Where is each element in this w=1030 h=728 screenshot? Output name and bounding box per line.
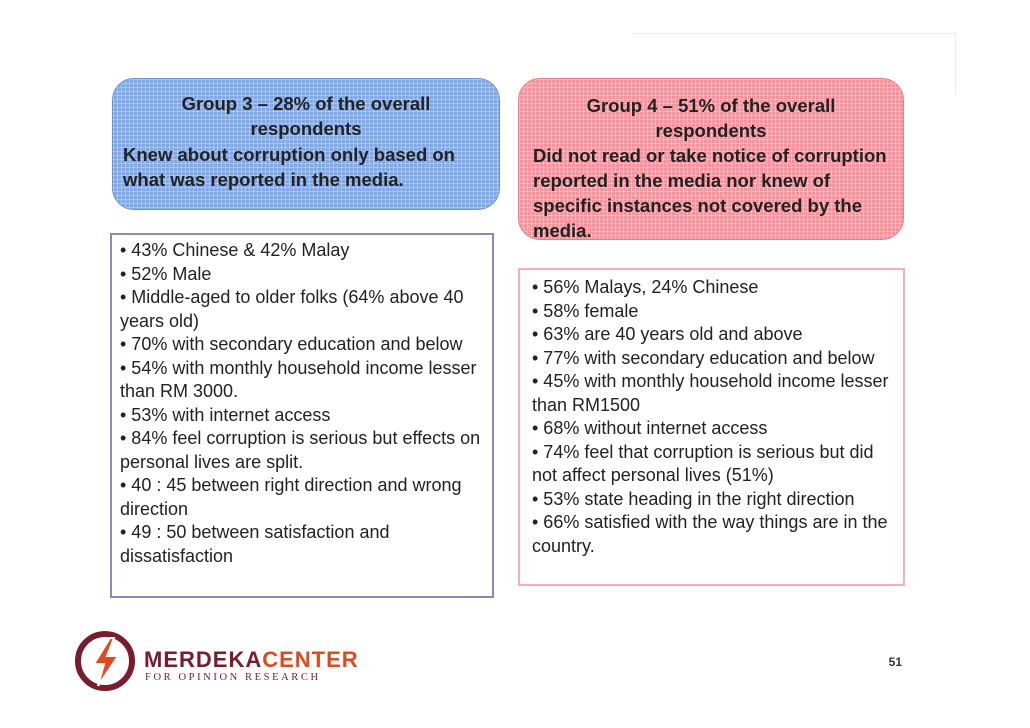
list-item: • 84% feel corruption is serious but effects on personal lives are split. <box>120 428 481 472</box>
list-item: • 52% Male <box>120 263 212 284</box>
group3-details-list <box>120 239 486 568</box>
list-item: • 63% are 40 years old and above <box>532 324 803 344</box>
top-divider-line <box>632 33 956 34</box>
logo-word-center: CENTER <box>262 647 359 672</box>
list-item: • 70% with secondary education and below <box>120 334 463 354</box>
group4-details-list <box>532 276 897 558</box>
top-divider-line-vertical <box>955 33 956 95</box>
logo-subtitle: FOR OPINION RESEARCH <box>145 672 321 683</box>
logo-word-merdeka: MERDEKA <box>144 647 263 672</box>
list-item: • 45% with monthly household income lesser than RM1500 <box>532 371 889 415</box>
group4-title: Group 4 – 51% of the overall respondents <box>586 95 836 141</box>
group4-header-box <box>518 78 904 240</box>
list-item: • Middle-aged to older folks (64% above 40 years old) <box>120 287 464 331</box>
list-item: • 53% state heading in the right direction <box>532 488 855 509</box>
merdeka-center-logo <box>74 630 374 696</box>
list-item: • 40 : 45 between right direction and wrong direction <box>120 475 462 519</box>
lightning-bolt-icon <box>74 630 136 692</box>
list-item: • 49 : 50 between satisfaction and dissatisfaction <box>120 522 390 566</box>
group3-description: Knew about corruption only based on what was reported in the media. <box>123 144 455 190</box>
list-item: • 68% without internet access <box>532 418 768 438</box>
page-number: 51 <box>888 655 902 669</box>
list-item: • 54% with monthly household income lesser than RM 3000. <box>120 357 477 401</box>
list-item: • 58% female <box>532 300 639 321</box>
logo-wordmark <box>144 648 359 672</box>
list-item: • 74% feel that corruption is serious but did not affect personal lives (51%) <box>532 441 874 485</box>
group3-details-box <box>110 233 494 598</box>
group4-description: Did not read or take notice of corruption reported in the media nor knew of specific instances not covered by the media. <box>533 145 887 241</box>
group3-title: Group 3 – 28% of the overall respondents <box>181 93 431 139</box>
list-item: • 56% Malays, 24% Chinese <box>532 277 759 297</box>
group4-details-box <box>518 268 905 586</box>
list-item: • 43% Chinese & 42% Malay <box>120 240 350 260</box>
list-item: • 77% with secondary education and below <box>532 347 875 368</box>
list-item: • 66% satisfied with the way things are in the country. <box>532 512 888 556</box>
group3-header-box <box>112 78 500 210</box>
list-item: • 53% with internet access <box>120 404 331 425</box>
